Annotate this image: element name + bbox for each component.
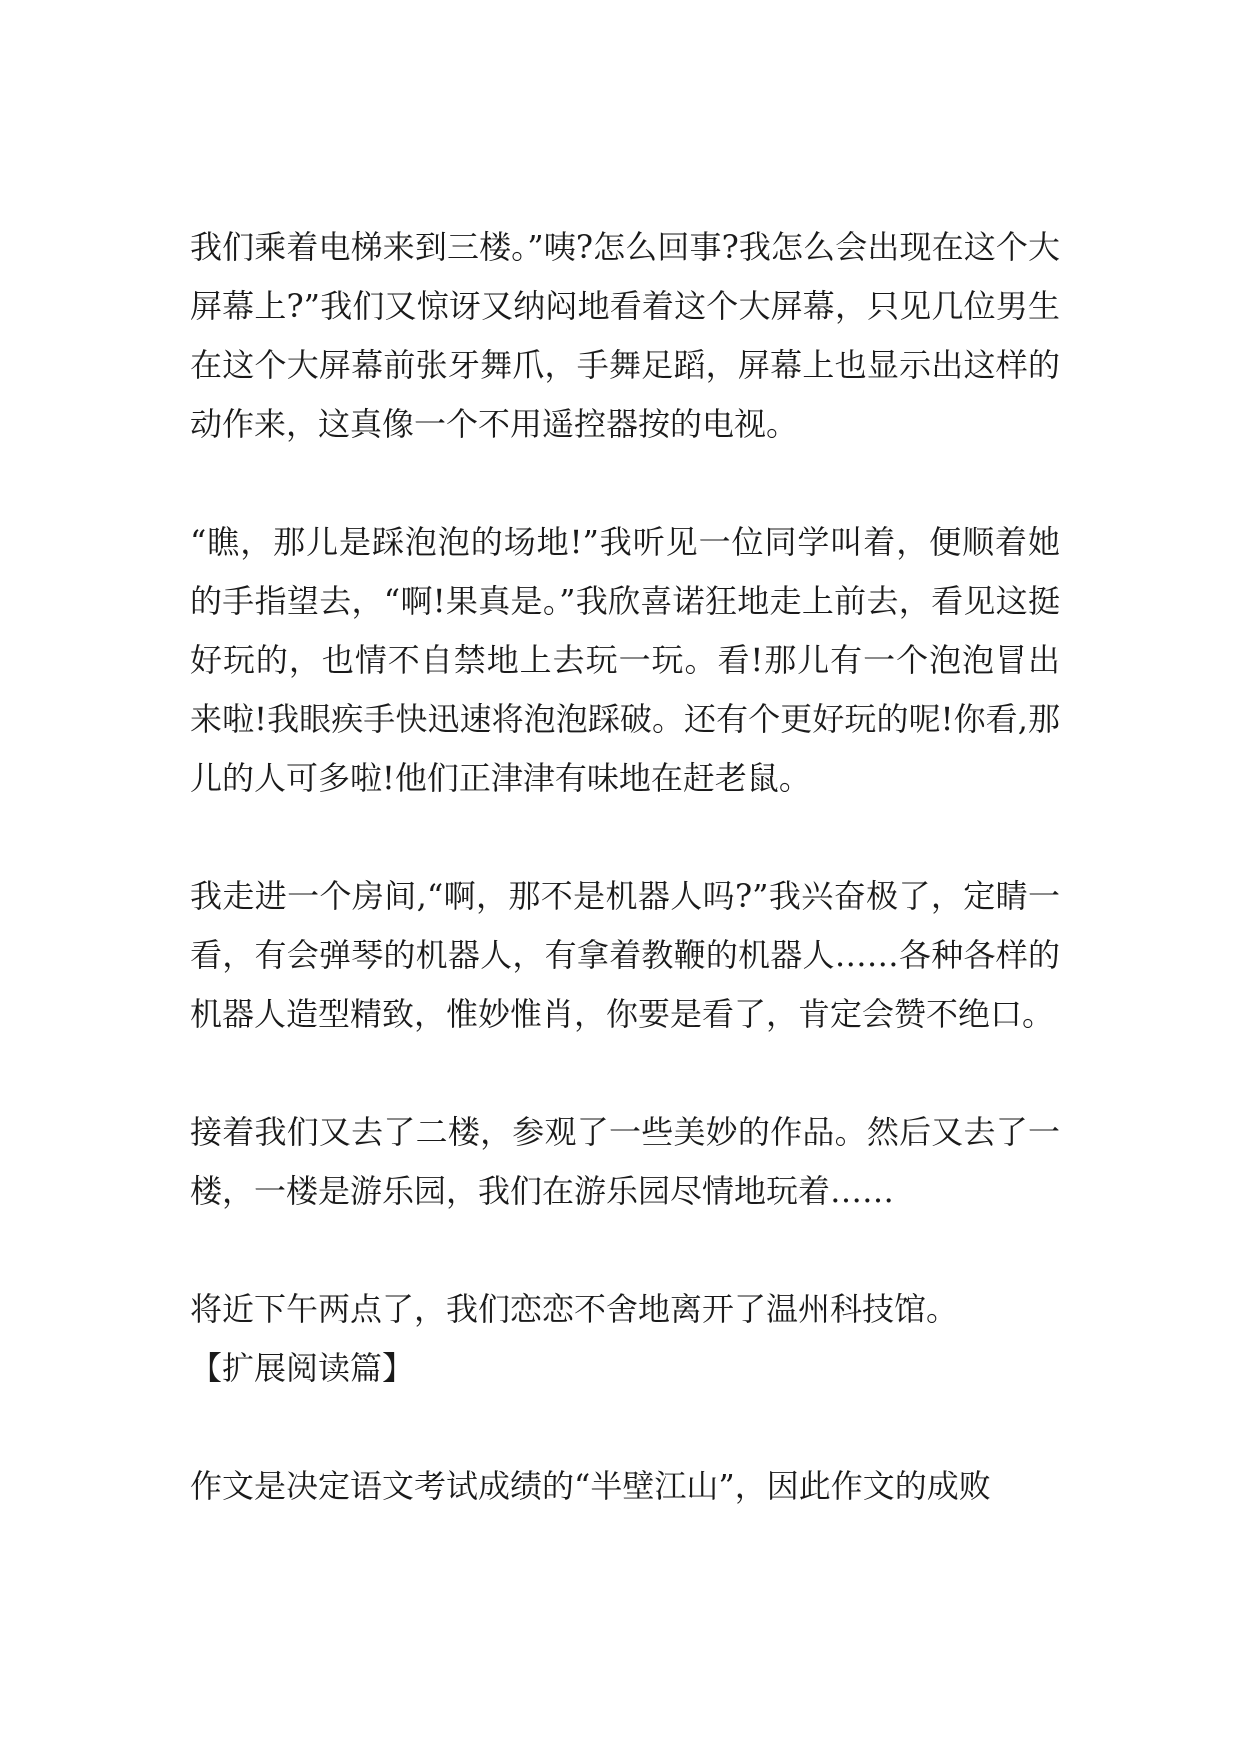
document-body: [190, 218, 1060, 1516]
paragraph-gap: [190, 1221, 1060, 1280]
paragraph-composition: 作文是决定语文考试成绩的“半壁江山”，因此作文的成败: [190, 1467, 991, 1505]
paragraph-second-floor: 接着我们又去了二楼，参观了一些美妙的作品。然后又去了一楼，一楼是游乐园，我们在游乐园尽情地玩着……: [190, 1113, 1060, 1210]
paragraph-robots: 我走进一个房间,“啊，那不是机器人吗?”我兴奋极了，定睛一看，有会弹琴的机器人，有拿着教鞭的机器人……各种各样的机器人造型精致，惟妙惟肖，你要是看了，肯定会赞不绝口。: [190, 877, 1060, 1033]
paragraph-bubbles: “瞧，那儿是踩泡泡的场地!”我听见一位同学叫着，便顺着她的手指望去，“啊!果真是。”我欣喜诺狂地走上前去，看见这挺好玩的，也情不自禁地上去玩一玩。看!那儿有一个泡泡冒出来啦!我眼疾手快迅速将泡泡踩破。还有个更好玩的呢!你看,那儿的人可多啦!他们正津津有味地在赶老鼠。: [190, 523, 1060, 797]
paragraph-gap: [190, 454, 1060, 513]
paragraph-leaving: 将近下午两点了，我们恋恋不舍地离开了温州科技馆。: [190, 1290, 959, 1328]
paragraph-gap: [190, 1398, 1060, 1457]
paragraph-elevator: 我们乘着电梯来到三楼。”咦?怎么回事?我怎么会出现在这个大屏幕上?”我们又惊讶又纳闷地看着这个大屏幕，只见几位男生在这个大屏幕前张牙舞爪，手舞足蹈，屏幕上也显示出这样的动作来，这真像一个不用遥控器按的电视。: [190, 228, 1060, 443]
paragraph-gap: [190, 1044, 1060, 1103]
paragraph-gap: [190, 808, 1060, 867]
section-heading: 【扩展阅读篇】: [190, 1349, 415, 1387]
